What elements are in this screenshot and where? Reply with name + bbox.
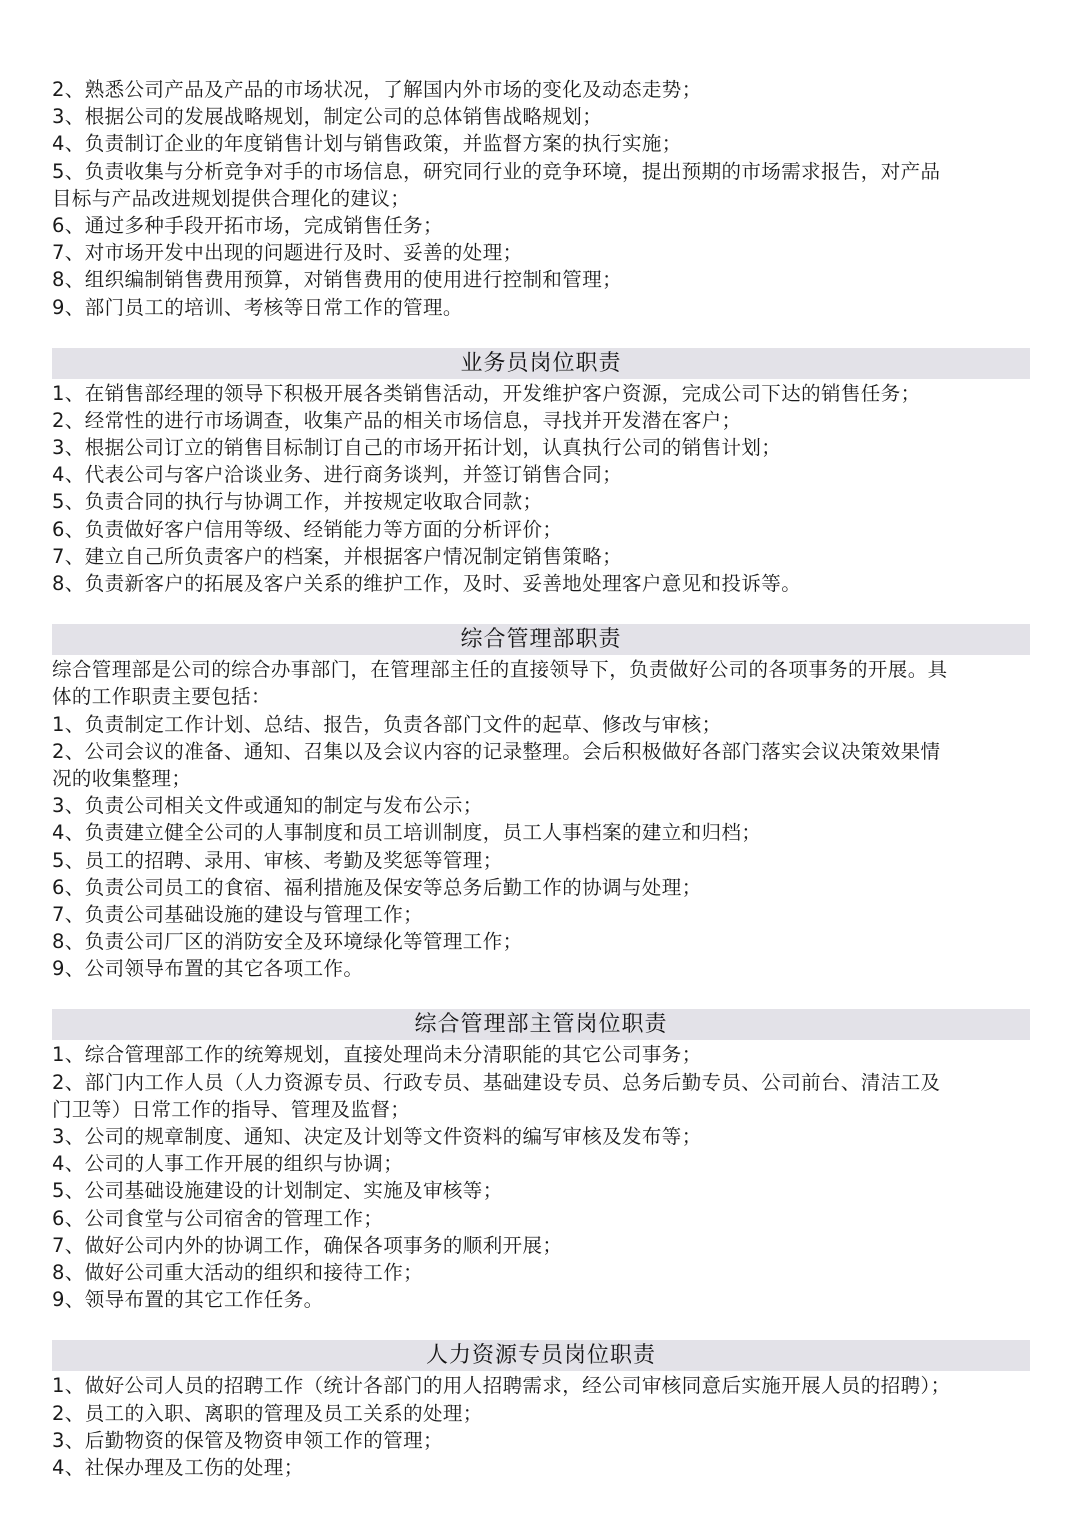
duty-line: 7、做好公司内外的协调工作，确保各项事务的顺利开展； bbox=[52, 1233, 563, 1257]
duty-line: 1、综合管理部工作的统筹规划，直接处理尚未分清职能的其它公司事务； bbox=[52, 1043, 702, 1067]
duty-line: 1、做好公司人员的招聘工作（统计各部门的用人招聘需求，经公司审核同意后实施开展人员的招聘）； bbox=[52, 1374, 951, 1398]
duty-line: 6、负责公司员工的食宿、福利措施及保安等总务后勤工作的协调与处理； bbox=[52, 875, 702, 899]
duty-line: 7、建立自己所负责客户的档案，并根据客户情况制定销售策略； bbox=[52, 544, 623, 568]
duty-line: 3、负责公司相关文件或通知的制定与发布公示； bbox=[52, 794, 483, 818]
section-admin-supervisor-duties bbox=[52, 1009, 1030, 1313]
duty-line: 2、公司会议的准备、通知、召集以及会议内容的记录整理。会后积极做好各部门落实会议决策效果情 bbox=[52, 739, 941, 763]
duty-line: 5、负责收集与分析竞争对手的市场信息，研究同行业的竞争环境，提出预期的市场需求报告，对产品 bbox=[52, 159, 941, 183]
duty-line: 2、部门内工作人员（人力资源专员、行政专员、基础建设专员、总务后勤专员、公司前台、清洁工及 bbox=[52, 1070, 941, 1094]
duty-line: 6、通过多种手段开拓市场，完成销售任务； bbox=[52, 213, 443, 237]
duty-line: 8、负责新客户的拓展及客户关系的维护工作，及时、妥善地处理客户意见和投诉等。 bbox=[52, 572, 802, 595]
section-admin-dept-duties bbox=[52, 624, 1030, 982]
duty-line: 目标与产品改进规划提供合理化的建议； bbox=[52, 186, 411, 210]
duty-line: 8、组织编制销售费用预算，对销售费用的使用进行控制和管理； bbox=[52, 268, 623, 292]
duty-line: 5、公司基础设施建设的计划制定、实施及审核等； bbox=[52, 1179, 503, 1203]
duty-line: 4、负责制订企业的年度销售计划与销售政策，并监督方案的执行实施； bbox=[52, 132, 682, 156]
duty-line: 5、员工的招聘、录用、审核、考勤及奖惩等管理； bbox=[52, 848, 503, 872]
duty-line: 1、负责制定工作计划、总结、报告，负责各部门文件的起草、修改与审核； bbox=[52, 712, 722, 736]
duty-line: 2、经常性的进行市场调查，收集产品的相关市场信息，寻找并开发潜在客户； bbox=[52, 408, 742, 432]
duty-line: 1、在销售部经理的领导下积极开展各类销售活动，开发维护客户资源，完成公司下达的销售任务； bbox=[52, 381, 921, 405]
duty-line: 4、公司的人事工作开展的组织与协调； bbox=[52, 1152, 404, 1176]
section-hr-specialist-duties bbox=[52, 1340, 1030, 1481]
duty-line: 8、做好公司重大活动的组织和接待工作； bbox=[52, 1260, 424, 1284]
duty-line: 4、负责建立健全公司的人事制度和员工培训制度，员工人事档案的建立和归档； bbox=[52, 821, 762, 845]
duty-line: 3、后勤物资的保管及物资申领工作的管理； bbox=[52, 1428, 443, 1452]
duty-line: 6、负责做好客户信用等级、经销能力等方面的分析评价； bbox=[52, 517, 563, 541]
duty-line: 门卫等）日常工作的指导、管理及监督； bbox=[52, 1097, 411, 1121]
document-body bbox=[52, 76, 1030, 1481]
duty-line: 7、负责公司基础设施的建设与管理工作； bbox=[52, 902, 424, 926]
duty-line: 9、领导布置的其它工作任务。 bbox=[52, 1288, 324, 1312]
duty-line: 6、公司食堂与公司宿舍的管理工作； bbox=[52, 1206, 384, 1230]
duty-line: 9、公司领导布置的其它各项工作。 bbox=[52, 957, 364, 981]
duty-line: 3、根据公司订立的销售目标制订自己的市场开拓计划，认真执行公司的销售计划； bbox=[52, 436, 782, 460]
section-salesperson-duties bbox=[52, 348, 1030, 598]
duty-line: 4、社保办理及工伤的处理； bbox=[52, 1455, 304, 1479]
sales-manager-duties-continued bbox=[52, 76, 1030, 321]
duty-line: 3、公司的规章制度、通知、决定及计划等文件资料的编写审核及发布等； bbox=[52, 1125, 702, 1148]
duty-line: 体的工作职责主要包括： bbox=[52, 685, 271, 709]
section-title: 综合管理部主管岗位职责 bbox=[52, 1009, 1030, 1040]
duty-line: 2、熟悉公司产品及产品的市场状况，了解国内外市场的变化及动态走势； bbox=[52, 78, 702, 101]
duty-line: 2、员工的入职、离职的管理及员工关系的处理； bbox=[52, 1401, 483, 1425]
duty-line: 7、对市场开发中出现的问题进行及时、妥善的处理； bbox=[52, 241, 523, 265]
duty-line: 8、负责公司厂区的消防安全及环境绿化等管理工作； bbox=[52, 930, 523, 954]
section-title: 人力资源专员岗位职责 bbox=[52, 1340, 1030, 1371]
duty-line: 4、代表公司与客户洽谈业务、进行商务谈判，并签订销售合同； bbox=[52, 463, 623, 487]
duty-line: 3、根据公司的发展战略规划，制定公司的总体销售战略规划； bbox=[52, 105, 603, 129]
section-title: 综合管理部职责 bbox=[52, 624, 1030, 655]
duty-line: 5、负责合同的执行与协调工作，并按规定收取合同款； bbox=[52, 490, 543, 514]
section-title: 业务员岗位职责 bbox=[52, 348, 1030, 379]
duty-line: 况的收集整理； bbox=[52, 766, 192, 790]
duty-line: 9、部门员工的培训、考核等日常工作的管理。 bbox=[52, 295, 463, 319]
duty-line: 综合管理部是公司的综合办事部门，在管理部主任的直接领导下，负责做好公司的各项事务的开展。具 bbox=[52, 658, 948, 682]
